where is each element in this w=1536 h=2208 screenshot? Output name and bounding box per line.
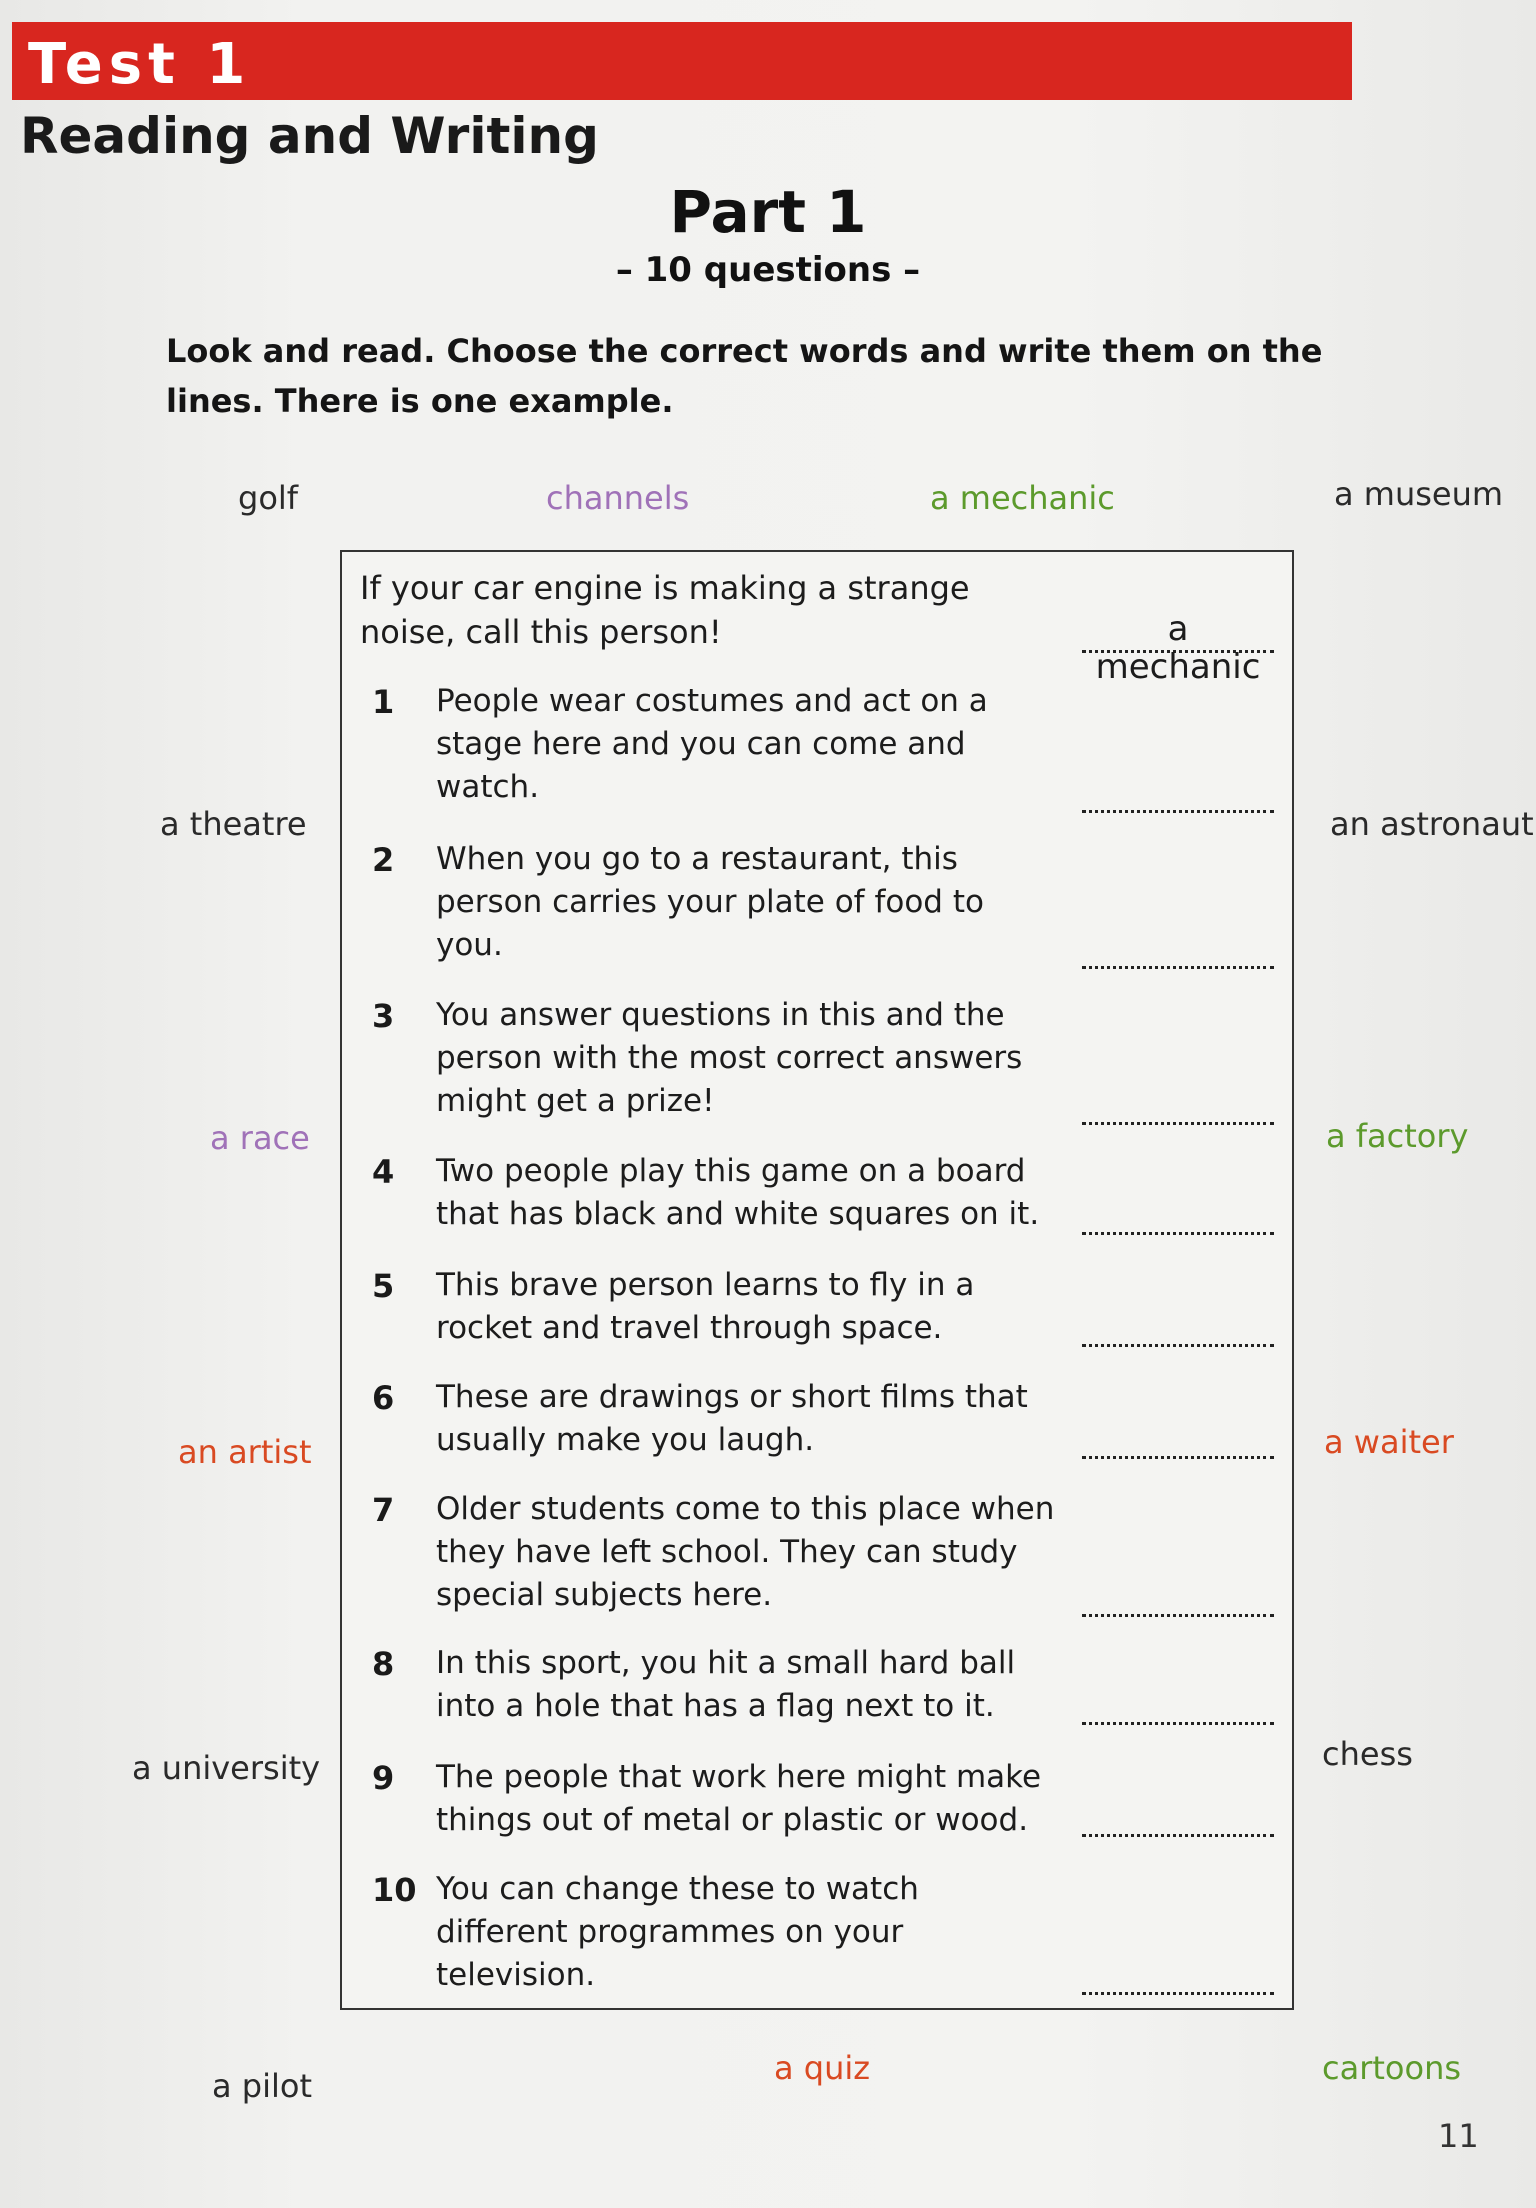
- answer-line-3[interactable]: [1082, 1082, 1274, 1125]
- question-text: You answer questions in this and the person with the most correct answers might get a prize!: [436, 997, 1023, 1119]
- question-number: 8: [372, 1645, 395, 1683]
- question-text: You can change these to watch different programmes on your television.: [436, 1871, 919, 1993]
- word-a-theatre: a theatre: [160, 805, 307, 843]
- answer-line-1[interactable]: [1082, 770, 1274, 813]
- word-an-astronaut: an astronaut: [1330, 805, 1534, 843]
- word-cartoons: cartoons: [1322, 2049, 1462, 2087]
- question-text: Two people play this game on a board that has black and white squares on it.: [436, 1153, 1040, 1232]
- section-title: Reading and Writing: [20, 107, 599, 165]
- word-a-museum: a museum: [1334, 475, 1504, 513]
- answer-line-7[interactable]: [1082, 1574, 1274, 1617]
- question-text: People wear costumes and act on a stage here and you can come and watch.: [436, 683, 988, 805]
- question-number: 1: [372, 683, 395, 721]
- question-text: This brave person learns to fly in a rocket and travel through space.: [436, 1267, 975, 1346]
- part-subtitle: – 10 questions –: [615, 250, 921, 290]
- question-number: 7: [372, 1491, 395, 1529]
- word-a-factory: a factory: [1326, 1117, 1469, 1155]
- word-golf: golf: [238, 479, 299, 517]
- answer-line-2[interactable]: [1082, 926, 1274, 969]
- word-a-quiz: a quiz: [774, 2049, 871, 2087]
- example-answer: a mechanic: [1082, 610, 1274, 653]
- question-number: 3: [372, 997, 395, 1035]
- question-text: These are drawings or short films that usually make you laugh.: [436, 1379, 1028, 1458]
- question-number: 9: [372, 1759, 395, 1797]
- word-an-artist: an artist: [178, 1433, 312, 1471]
- question-number: 6: [372, 1379, 395, 1417]
- question-number: 10: [372, 1871, 417, 1909]
- question-text: The people that work here might make things out of metal or plastic or wood.: [436, 1759, 1042, 1838]
- question-text: In this sport, you hit a small hard ball into a hole that has a flag next to it.: [436, 1645, 1016, 1724]
- example-question: If your car engine is making a strange noise, call this person!: [360, 569, 970, 651]
- word-a-waiter: a waiter: [1324, 1423, 1454, 1461]
- questions-box: [340, 550, 1294, 2010]
- answer-line-6[interactable]: [1082, 1416, 1274, 1459]
- answer-line-4[interactable]: [1082, 1192, 1274, 1235]
- answer-line-5[interactable]: [1082, 1304, 1274, 1347]
- word-a-race: a race: [210, 1119, 310, 1157]
- question-text: When you go to a restaurant, this person carries your plate of food to you.: [436, 841, 984, 963]
- part-title: Part 1: [669, 178, 867, 246]
- answer-line-8[interactable]: [1082, 1682, 1274, 1725]
- question-number: 4: [372, 1153, 395, 1191]
- instructions: Look and read. Choose the correct words and write them on the lines. There is one example.: [166, 332, 1323, 420]
- word-a-mechanic: a mechanic: [930, 479, 1115, 517]
- question-number: 2: [372, 841, 395, 879]
- word-a-university: a university: [132, 1749, 321, 1787]
- word-a-pilot: a pilot: [212, 2067, 312, 2105]
- page-number: 11: [1438, 2117, 1479, 2155]
- word-chess: chess: [1322, 1735, 1413, 1773]
- question-text: Older students come to this place when they have left school. They can study special subjects here.: [436, 1491, 1055, 1613]
- answer-line-9[interactable]: [1082, 1794, 1274, 1837]
- word-channels: channels: [546, 479, 690, 517]
- test-label: Test 1: [28, 32, 252, 97]
- question-number: 5: [372, 1267, 395, 1305]
- answer-line-10[interactable]: [1082, 1952, 1274, 1995]
